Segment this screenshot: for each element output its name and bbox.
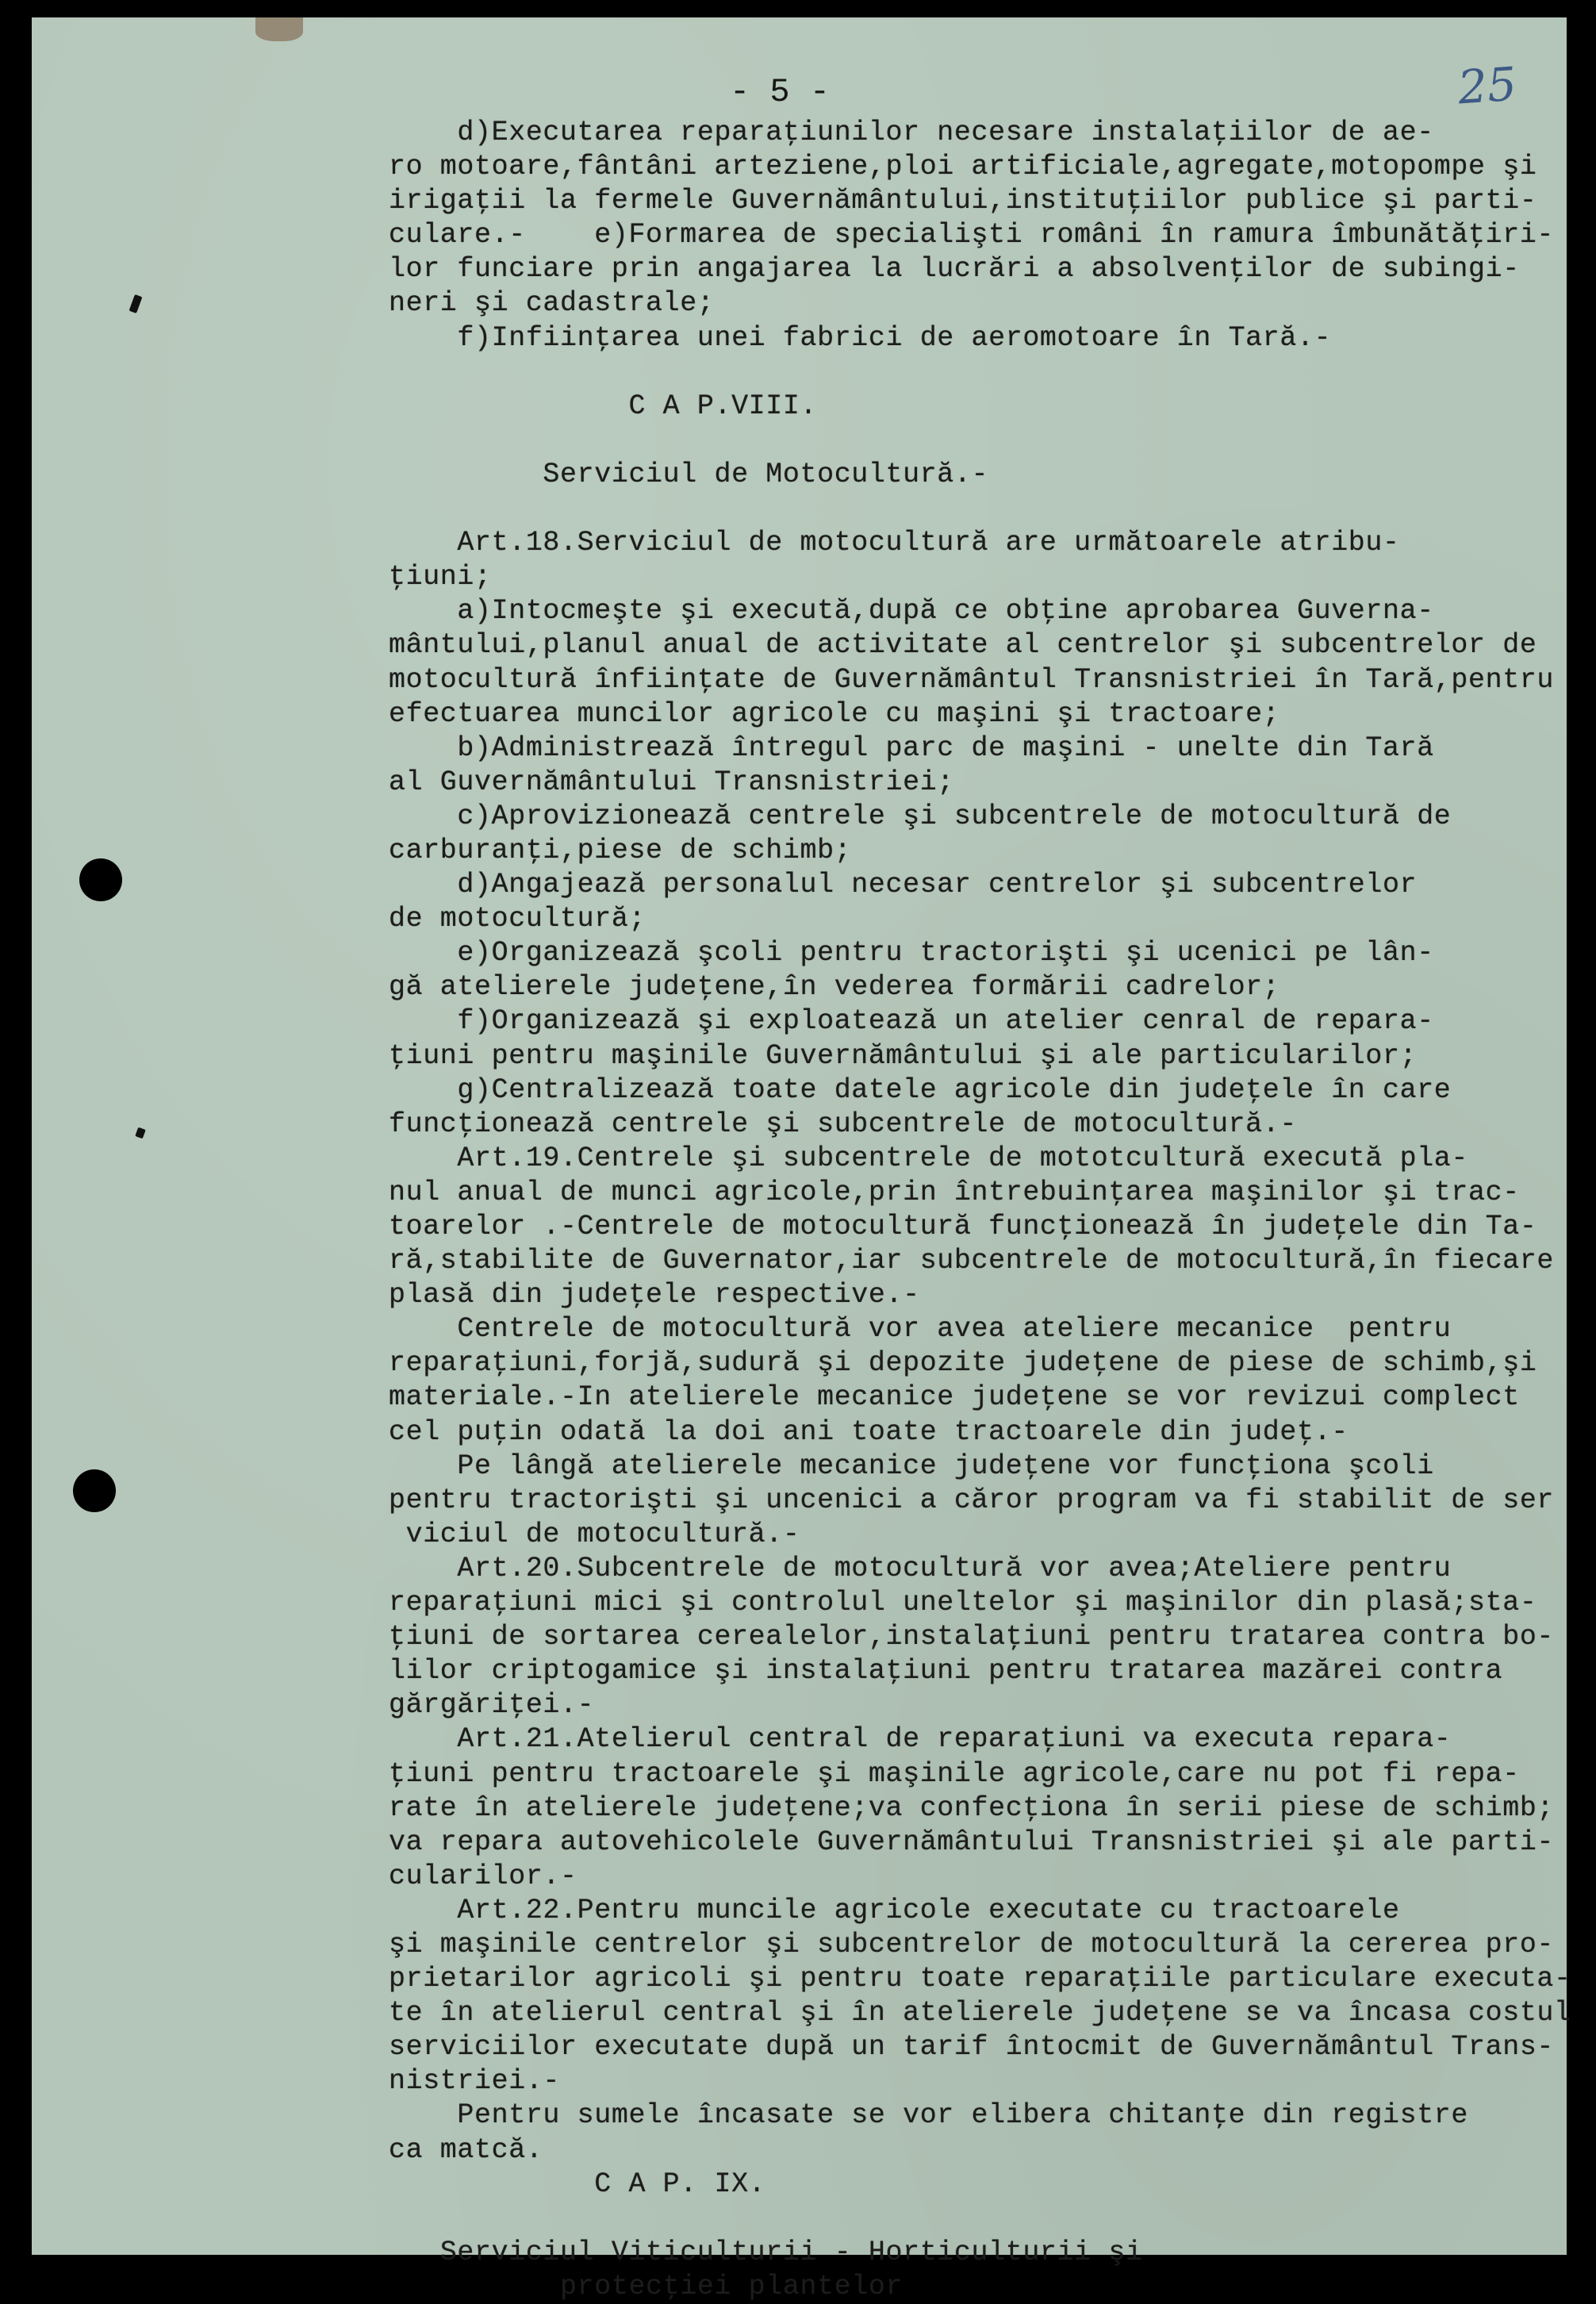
text-line: ro motoare,fântâni arteziene,ploi artificiale,agregate,motopompe şi <box>389 151 1537 183</box>
document-page <box>32 17 1571 2302</box>
text-line: e)Organizează şcoli pentru tractorişti şi ucenici pe lân- <box>389 937 1434 970</box>
text-line: c)Aprovizionează centrele şi subcentrele de motocultură de <box>389 800 1452 832</box>
text-line: b)Administrează întregul parc de maşini - unelte din Tară <box>389 732 1434 764</box>
text-line: a)Intocmeşte şi execută,după ce obţine aprobarea Guverna- <box>389 595 1434 628</box>
text-line: nistriei.- <box>389 2065 561 2098</box>
text-line: Art.18.Serviciul de motocultură are următoarele atribu- <box>389 527 1400 559</box>
text-line: lor funciare prin angajarea la lucrări a absolvenţilor de subingi- <box>389 253 1520 286</box>
text-line: serviciilor executate după un tarif întocmit de Guvernământul Trans- <box>389 2031 1555 2064</box>
punch-hole <box>79 858 122 901</box>
text-line: va repara autovehicolele Guvernământului Transnistriei şi ale parti- <box>389 1826 1555 1858</box>
text-line: neri şi cadastrale; <box>389 287 715 320</box>
text-line: d)Angajează personalul necesar centrelor şi subcentrelor <box>389 869 1418 901</box>
margin-mark <box>135 1127 146 1139</box>
folio-number: 25 <box>1456 56 1519 115</box>
text-line: g)Centralizează toate datele agricole din judeţele în care <box>389 1073 1452 1106</box>
text-line: şi maşinile centrelor şi subcentrelor de motocultură la cererea pro- <box>389 1928 1555 1960</box>
text-line: cel puţin odată la doi ani toate tractoarele din judeţ.- <box>389 1415 1349 1448</box>
text-line: Art.22.Pentru muncile agricole executate cu tractoarele <box>389 1894 1400 1926</box>
text-line <box>389 2202 1594 2236</box>
text-line: ca matcă. <box>389 2133 543 2166</box>
text-line: ţiuni de sortarea cerealelor,instalaţiuni pentru tratarea contra bo- <box>389 1621 1555 1653</box>
text-line: cularilor.- <box>389 1860 577 1892</box>
text-line: mântului,planul anual de activitate al centrelor şi subcentrelor de <box>389 629 1537 662</box>
text-line: C A P.VIII. <box>389 390 818 422</box>
paper-stain <box>255 17 303 41</box>
text-line: rate în atelierele judeţene;va confecţiona în serii piese de schimb; <box>389 1791 1555 1824</box>
text-line: f)Organizează şi exploatează un atelier cenral de repara- <box>389 1005 1434 1038</box>
text-line: gă atelierele judeţene,în vederea formării cadrelor; <box>389 971 1280 1004</box>
text-line <box>389 492 1594 526</box>
text-line: plasă din judeţele respective.- <box>389 1279 920 1311</box>
text-line: toarelor .-Centrele de motocultură funcţionează în judeţele din Ta- <box>389 1211 1537 1242</box>
text-line: d)Executarea reparaţiunilor necesare instalaţiilor de ae- <box>389 117 1434 148</box>
text-line: culare.- e)Formarea de specialişti români în ramura îmbunătăţiri- <box>389 219 1555 252</box>
text-line: Serviciul de Motocultură.- <box>389 458 989 490</box>
text-line: materiale.-In atelierele mecanice judeţene se vor revizui complect <box>389 1381 1520 1414</box>
text-line: f)Infiinţarea unei fabrici de aeromotoare în Tară.- <box>389 321 1332 354</box>
text-line: Serviciul Viticulturii - Horticulturii şi <box>389 2236 1143 2268</box>
text-line: prietarilor agricoli şi pentru toate reparaţiile particulare executa- <box>389 1963 1571 1995</box>
text-line: ţiuni pentru maşinile Guvernământului şi ale particularilor; <box>389 1039 1418 1072</box>
margin-mark <box>129 294 143 313</box>
typewritten-text <box>389 116 1594 2304</box>
text-line: al Guvernământului Transnistriei; <box>389 766 954 798</box>
text-line: de motocultură; <box>389 903 646 935</box>
text-line: te în atelierul central şi în atelierele judeţene se va încasa costul <box>389 1997 1571 2029</box>
text-line: Centrele de motocultură vor avea ateliere mecanice pentru <box>389 1313 1452 1346</box>
text-line: lilor criptogamice şi instalaţiuni pentru tratarea mazărei contra <box>389 1655 1503 1688</box>
text-line: Pe lângă atelierele mecanice judeţene vor funcţiona şcoli <box>389 1450 1434 1482</box>
text-line: ră,stabilite de Guvernator,iar subcentrele de motocultură,în fiecare <box>389 1245 1555 1277</box>
text-line: irigaţii la fermele Guvernământului,instituţiilor publice şi parti- <box>389 185 1537 217</box>
text-line: pentru tractorişti şi uncenici a căror program va fi stabilit de ser <box>389 1484 1555 1516</box>
text-line: carburanţi,piese de schimb; <box>389 834 852 866</box>
text-line: ţiuni pentru tractoarele şi maşinile agricole,care nu pot fi repa- <box>389 1757 1520 1790</box>
text-line <box>389 424 1594 458</box>
page-number: - 5 - <box>730 73 831 111</box>
text-line: reparaţiuni,forjă,sudură şi depozite judeţene de piese de schimb,şi <box>389 1347 1537 1380</box>
text-line: reparaţiuni mici şi controlul uneltelor şi maşinilor din plasă;sta- <box>389 1587 1537 1619</box>
text-line: viciul de motocultură.- <box>389 1518 800 1550</box>
text-line: protecţiei plantelor <box>389 2270 904 2302</box>
text-line: C A P. IX. <box>389 2168 766 2200</box>
text-line: funcţionează centrele şi subcentrele de motocultură.- <box>389 1108 1297 1140</box>
text-line: Pentru sumele încasate se vor elibera chitanţe din registre <box>389 2099 1469 2132</box>
text-line: efectuarea muncilor agricole cu maşini şi tractoare; <box>389 697 1280 730</box>
text-line: Art.19.Centrele şi subcentrele de mototcultură execută pla- <box>389 1142 1469 1174</box>
text-line: Art.20.Subcentrele de motocultură vor avea;Ateliere pentru <box>389 1552 1452 1584</box>
text-line: nul anual de munci agricole,prin întrebuinţarea maşinilor şi trac- <box>389 1176 1520 1208</box>
text-line: gărgăriţei.- <box>389 1689 595 1722</box>
text-line: motocultură înfiinţate de Guvernământul Transnistriei în Tară,pentru <box>389 663 1555 696</box>
text-line: Art.21.Atelierul central de reparaţiuni va executa repara- <box>389 1723 1452 1756</box>
text-line: ţiuni; <box>389 561 492 593</box>
text-line <box>389 355 1594 390</box>
punch-hole <box>73 1469 116 1512</box>
